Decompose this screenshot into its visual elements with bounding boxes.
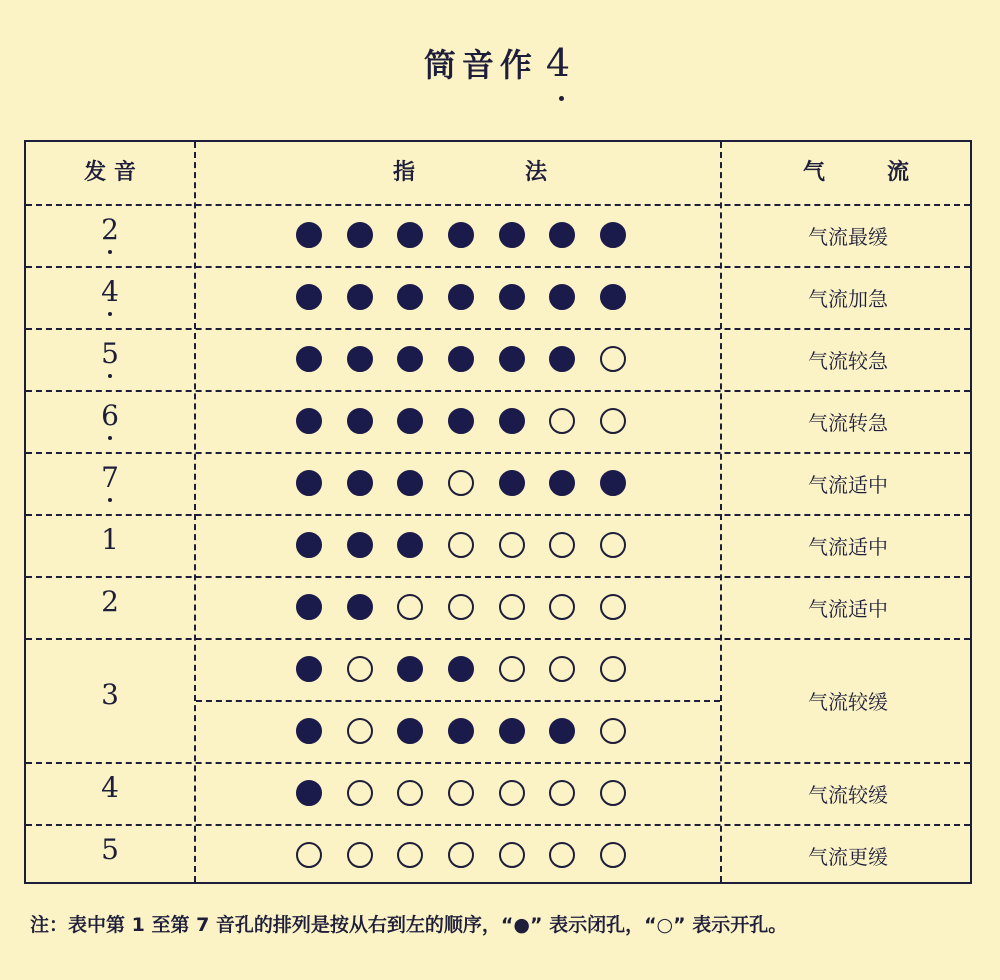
closed-hole-icon — [347, 594, 373, 620]
header-fingering-a: 指 — [392, 160, 415, 185]
chart-title — [0, 40, 1000, 110]
note-cell — [26, 585, 194, 618]
note-cell — [26, 523, 194, 556]
title-key-note — [546, 41, 576, 85]
closed-hole-icon — [296, 594, 322, 620]
open-hole-icon — [600, 842, 626, 868]
closed-hole-icon — [397, 656, 423, 682]
low-octave-dot — [108, 250, 112, 254]
closed-hole-icon — [448, 284, 474, 310]
closed-hole-icon — [397, 346, 423, 372]
note-cell — [26, 213, 194, 246]
note-number: 2 — [101, 213, 119, 246]
sub-row-divider — [196, 700, 720, 702]
open-hole-icon — [600, 594, 626, 620]
closed-hole-icon — [549, 718, 575, 744]
closed-hole-icon — [397, 470, 423, 496]
note-number: 1 — [101, 523, 119, 556]
title-key-number: 4 — [545, 41, 577, 85]
open-hole-icon — [296, 842, 322, 868]
closed-hole-icon — [448, 408, 474, 434]
air-flow-cell: 气流较缓 — [808, 690, 888, 714]
table-row — [26, 452, 970, 514]
air-flow-cell: 气流适中 — [808, 473, 888, 497]
open-hole-icon — [499, 842, 525, 868]
note-number: 4 — [101, 275, 119, 308]
open-hole-icon — [347, 656, 373, 682]
closed-hole-icon — [296, 284, 322, 310]
header-air-a: 气 — [802, 160, 825, 185]
title-text: 筒音作 — [423, 46, 538, 84]
fingering-table — [24, 140, 972, 884]
note-cell — [26, 771, 194, 804]
closed-hole-icon — [397, 718, 423, 744]
header-air-b: 流 — [886, 160, 909, 185]
closed-hole-icon — [549, 470, 575, 496]
note-number: 2 — [101, 585, 119, 618]
closed-hole-icon — [296, 718, 322, 744]
closed-hole-icon — [499, 718, 525, 744]
open-hole-icon — [600, 346, 626, 372]
closed-hole-icon — [600, 284, 626, 310]
note-number: 5 — [101, 833, 119, 866]
closed-hole-icon — [448, 222, 474, 248]
footnote: 注：表中第 1 至第 7 音孔的排列是按从右到左的顺序，“●” 表示闭孔，“○” 表示开孔。 — [30, 914, 788, 936]
closed-hole-icon — [296, 408, 322, 434]
table-row — [26, 266, 970, 328]
closed-hole-icon — [347, 346, 373, 372]
closed-hole-icon — [448, 718, 474, 744]
closed-hole-icon — [347, 284, 373, 310]
open-hole-icon — [347, 718, 373, 744]
air-flow-cell: 气流加急 — [808, 287, 888, 311]
open-hole-icon — [549, 408, 575, 434]
fingering-pattern — [296, 339, 626, 379]
open-hole-icon — [549, 780, 575, 806]
open-hole-icon — [448, 594, 474, 620]
note-number: 3 — [101, 678, 119, 711]
closed-hole-icon — [347, 470, 373, 496]
table-row — [26, 328, 970, 390]
closed-hole-icon — [397, 222, 423, 248]
open-hole-icon — [600, 780, 626, 806]
closed-hole-icon — [347, 408, 373, 434]
closed-hole-icon — [296, 470, 322, 496]
fingering-pattern — [296, 835, 626, 875]
open-hole-icon — [347, 842, 373, 868]
table-row — [26, 390, 970, 452]
note-number: 6 — [101, 399, 119, 432]
open-hole-icon — [600, 408, 626, 434]
open-hole-icon — [397, 842, 423, 868]
fingering-pattern — [296, 649, 626, 689]
fingering-pattern — [296, 277, 626, 317]
open-hole-icon — [397, 780, 423, 806]
fingering-pattern — [296, 463, 626, 503]
open-hole-icon — [347, 780, 373, 806]
closed-hole-icon — [397, 532, 423, 558]
note-number: 7 — [101, 461, 119, 494]
header-note: 发 音 — [84, 160, 136, 185]
table-row — [26, 824, 970, 886]
low-octave-dot — [108, 436, 112, 440]
open-hole-icon — [448, 780, 474, 806]
low-octave-dot — [108, 374, 112, 378]
closed-hole-icon — [499, 408, 525, 434]
air-flow-cell: 气流适中 — [808, 597, 888, 621]
open-hole-icon — [600, 656, 626, 682]
table-row — [26, 204, 970, 266]
fingering-pattern — [296, 587, 626, 627]
open-hole-icon — [600, 532, 626, 558]
open-hole-icon — [499, 594, 525, 620]
low-octave-dot — [108, 312, 112, 316]
low-octave-dot — [559, 96, 564, 101]
closed-hole-icon — [448, 346, 474, 372]
open-hole-icon — [448, 470, 474, 496]
open-hole-icon — [448, 532, 474, 558]
fingering-pattern — [296, 401, 626, 441]
fingering-pattern — [296, 711, 626, 751]
open-hole-icon — [549, 594, 575, 620]
air-flow-cell: 气流较缓 — [808, 783, 888, 807]
table-row — [26, 762, 970, 824]
open-hole-icon — [600, 718, 626, 744]
fingering-pattern — [296, 215, 626, 255]
table-row — [26, 638, 970, 762]
closed-hole-icon — [600, 470, 626, 496]
open-hole-icon — [499, 780, 525, 806]
open-hole-icon — [397, 594, 423, 620]
closed-hole-icon — [499, 346, 525, 372]
closed-hole-icon — [397, 284, 423, 310]
header-fingering-b: 法 — [524, 160, 547, 185]
closed-hole-icon — [296, 346, 322, 372]
note-number: 5 — [101, 337, 119, 370]
fingering-pattern — [296, 525, 626, 565]
open-hole-icon — [549, 842, 575, 868]
low-octave-dot — [108, 498, 112, 502]
open-hole-icon — [448, 842, 474, 868]
note-number: 4 — [101, 771, 119, 804]
closed-hole-icon — [296, 780, 322, 806]
air-flow-cell: 气流较急 — [808, 349, 888, 373]
closed-hole-icon — [296, 656, 322, 682]
air-flow-cell: 气流最缓 — [808, 225, 888, 249]
note-cell — [26, 461, 194, 494]
fingering-pattern — [296, 773, 626, 813]
closed-hole-icon — [397, 408, 423, 434]
closed-hole-icon — [296, 222, 322, 248]
open-hole-icon — [499, 656, 525, 682]
closed-hole-icon — [347, 222, 373, 248]
note-cell — [26, 833, 194, 866]
closed-hole-icon — [549, 346, 575, 372]
open-hole-icon — [499, 532, 525, 558]
note-cell — [26, 275, 194, 308]
table-row — [26, 514, 970, 576]
air-flow-cell: 气流更缓 — [808, 845, 888, 869]
closed-hole-icon — [499, 222, 525, 248]
closed-hole-icon — [347, 532, 373, 558]
closed-hole-icon — [600, 222, 626, 248]
closed-hole-icon — [448, 656, 474, 682]
note-cell — [26, 678, 194, 711]
closed-hole-icon — [549, 222, 575, 248]
open-hole-icon — [549, 532, 575, 558]
air-flow-cell: 气流适中 — [808, 535, 888, 559]
note-cell — [26, 337, 194, 370]
table-row — [26, 576, 970, 638]
open-hole-icon — [549, 656, 575, 682]
closed-hole-icon — [549, 284, 575, 310]
closed-hole-icon — [499, 470, 525, 496]
closed-hole-icon — [499, 284, 525, 310]
air-flow-cell: 气流转急 — [808, 411, 888, 435]
closed-hole-icon — [296, 532, 322, 558]
note-cell — [26, 399, 194, 432]
